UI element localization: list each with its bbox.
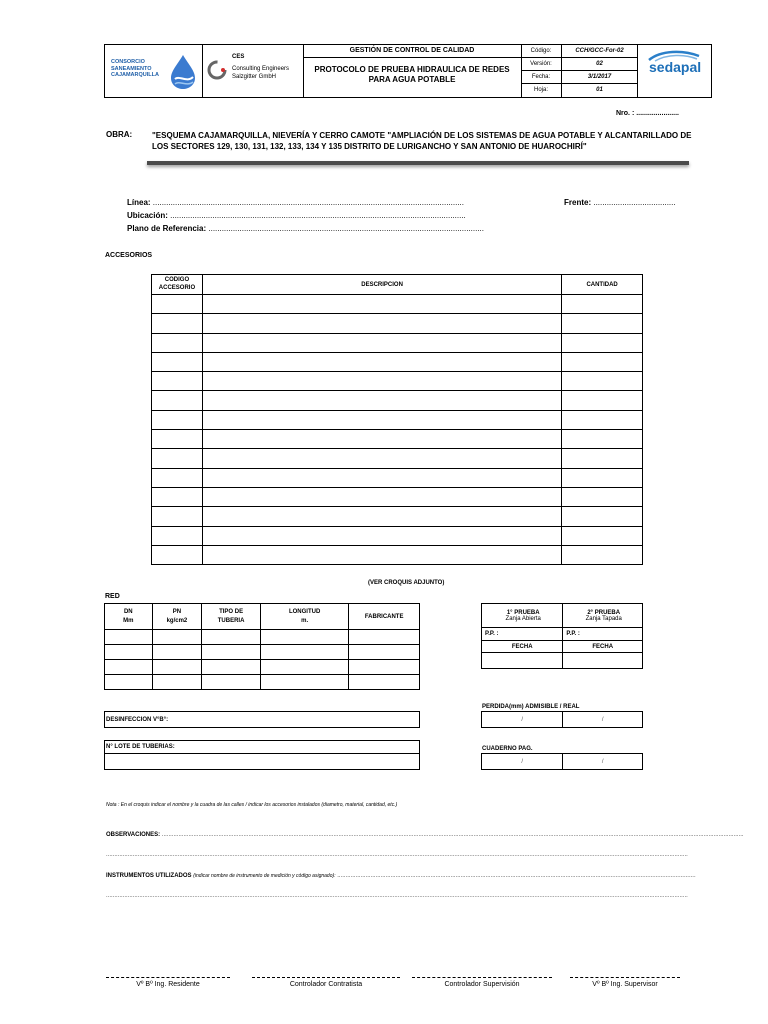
perdida-label: PERDIDA(mm) ADMISIBLE / REAL	[482, 704, 580, 710]
accesorios-cantidad-cell[interactable]	[562, 507, 643, 526]
accesorios-row	[152, 333, 643, 352]
accesorios-cantidad-cell[interactable]	[562, 410, 643, 429]
firma-contratista-line[interactable]	[252, 977, 400, 978]
accesorios-codigo-cell[interactable]	[152, 449, 203, 468]
ces-ring-icon	[206, 59, 228, 81]
quality-control-title: GESTIÓN DE CONTROL DE CALIDAD	[303, 45, 521, 58]
accesorios-codigo-cell[interactable]	[152, 545, 203, 564]
linea-field[interactable]: ............................................................................................................................................	[152, 198, 464, 207]
ces-abbr: CES	[232, 54, 245, 60]
col-pn: PN kg/cm2	[152, 604, 202, 630]
code-label: Código:	[521, 45, 561, 58]
red-fabricante-cell[interactable]	[349, 645, 420, 660]
date-label: Fecha:	[521, 71, 561, 84]
red-dn-cell[interactable]	[105, 645, 153, 660]
version-label: Versión:	[521, 58, 561, 71]
ver-croquis-note: (VER CROQUIS ADJUNTO)	[368, 580, 445, 586]
red-pn-cell[interactable]	[152, 645, 202, 660]
red-tipo-cell[interactable]	[202, 645, 261, 660]
col-cantidad: CANTIDAD	[562, 275, 643, 295]
prueba-1-cell	[482, 604, 563, 628]
accesorios-cantidad-cell[interactable]	[562, 295, 643, 314]
col-tipo-tuberia: TIPO DE TUBERIA	[202, 604, 261, 630]
firma-residente-label: Vº Bº Ing. Residente	[136, 981, 200, 988]
prueba-1-title: 1° PRUEBA	[506, 609, 540, 616]
firma-contratista	[252, 977, 400, 988]
accesorios-codigo-cell[interactable]	[152, 314, 203, 333]
red-tipo-cell[interactable]	[202, 675, 261, 690]
accesorios-descripcion-cell[interactable]	[202, 352, 561, 371]
accesorios-header-row	[152, 275, 643, 295]
pruebas-table	[481, 603, 643, 669]
prueba-2-fecha-label: FECHA	[563, 641, 643, 653]
observaciones-label: OBSERVACIONES:	[106, 832, 161, 838]
red-longitud-cell[interactable]	[260, 675, 348, 690]
red-title: RED	[105, 593, 120, 600]
red-row	[105, 645, 420, 660]
perdida-prueba-1[interactable]: /	[482, 712, 563, 728]
firma-residente-line[interactable]	[106, 977, 230, 978]
plano-field[interactable]: ............................................................................................................................	[208, 224, 484, 233]
prueba-2-sub: Zanja Tapada	[585, 615, 622, 622]
accesorios-row	[152, 430, 643, 449]
accesorios-row	[152, 372, 643, 391]
cuaderno-prueba-1[interactable]: /	[482, 754, 563, 770]
firma-supervisor-line[interactable]	[570, 977, 680, 978]
accesorios-title: ACCESORIOS	[105, 252, 153, 259]
firma-supervisor	[570, 977, 680, 988]
accesorios-codigo-cell[interactable]	[152, 507, 203, 526]
sedapal-logo	[637, 45, 711, 97]
firma-contratista-label: Controlador Contratista	[289, 981, 363, 988]
perdida-table	[481, 711, 643, 728]
prueba-2-cell	[563, 604, 643, 628]
prueba-2-fecha-value[interactable]	[563, 653, 643, 669]
accesorios-descripcion-cell[interactable]	[202, 295, 561, 314]
cuaderno-prueba-2[interactable]: /	[563, 754, 643, 770]
accesorios-cantidad-cell[interactable]	[562, 430, 643, 449]
instrumentos-hint: (indicar nombre de instrumento de medición y código asignado):	[193, 873, 336, 879]
firma-residente	[106, 977, 230, 988]
accesorios-cantidad-cell[interactable]	[562, 487, 643, 506]
red-table	[104, 603, 420, 690]
red-tipo-cell[interactable]	[202, 660, 261, 675]
ubicacion-label: Ubicación:	[127, 211, 168, 220]
red-row	[105, 675, 420, 690]
accesorios-codigo-cell[interactable]	[152, 295, 203, 314]
col-longitud: LONGITUD m.	[260, 604, 348, 630]
cuaderno-label: CUADERNO PAG.	[482, 746, 533, 752]
prueba-2-pp[interactable]: P.P. :	[563, 628, 643, 641]
col-dn: DN Mm	[105, 604, 153, 630]
red-row	[105, 630, 420, 645]
accesorios-row	[152, 487, 643, 506]
accesorios-descripcion-cell[interactable]	[202, 391, 561, 410]
header-box	[104, 44, 712, 98]
red-dn-cell[interactable]	[105, 630, 153, 645]
accesorios-codigo-cell[interactable]	[152, 468, 203, 487]
obra-label: OBRA:	[106, 130, 133, 139]
accesorios-descripcion-cell[interactable]	[202, 430, 561, 449]
red-longitud-cell[interactable]	[260, 645, 348, 660]
red-dn-cell[interactable]	[105, 660, 153, 675]
separator-line	[147, 161, 689, 165]
water-drop-icon	[167, 53, 199, 91]
firma-supervision-label: Controlador Supervisión	[444, 981, 520, 988]
accesorios-row	[152, 449, 643, 468]
accesorios-descripcion-cell[interactable]	[202, 410, 561, 429]
accesorios-descripcion-cell[interactable]	[202, 545, 561, 564]
consortium-logo-line1: CONSORCIO	[111, 59, 145, 65]
consortium-logo	[105, 45, 203, 97]
consortium-logo-line2: SANEAMIENTO	[111, 65, 152, 72]
accesorios-codigo-cell[interactable]	[152, 430, 203, 449]
red-fabricante-cell[interactable]	[349, 660, 420, 675]
firma-supervision-line[interactable]	[412, 977, 552, 978]
prueba-1-sub: Zanja Abierta	[505, 615, 541, 622]
observaciones-field-2[interactable]: .............................................................................................................................................................................................................................................................................................................................................................	[106, 852, 688, 858]
ces-line2: Salzgitter GmbH	[232, 74, 277, 80]
accesorios-row	[152, 526, 643, 545]
sedapal-text: sedapal	[649, 59, 702, 75]
nota-text: Nota : En el croquis indicar el nombre y la cuadra de las calles / indicar los accesorios instalados (diametro, material, cantidad, etc.)	[106, 802, 398, 808]
frente-label: Frente:	[564, 198, 592, 207]
accesorios-cantidad-cell[interactable]	[562, 468, 643, 487]
instrumentos-field-2[interactable]: .............................................................................................................................................................................................................................................................................................................................................................	[106, 893, 688, 899]
plano-label: Plano de Referencia:	[127, 224, 207, 233]
lote-label: N° LOTE DE TUBERIAS:	[105, 741, 420, 754]
accesorios-descripcion-cell[interactable]	[202, 526, 561, 545]
accesorios-descripcion-cell[interactable]	[202, 507, 561, 526]
sheet-label: Hoja:	[533, 87, 548, 93]
accesorios-descripcion-cell[interactable]	[202, 487, 561, 506]
firma-supervision	[412, 977, 552, 988]
red-longitud-cell[interactable]	[260, 660, 348, 675]
red-longitud-cell[interactable]	[260, 630, 348, 645]
accesorios-row	[152, 545, 643, 564]
red-pn-cell[interactable]	[152, 675, 202, 690]
accesorios-descripcion-cell[interactable]	[202, 333, 561, 352]
perdida-prueba-2[interactable]: /	[563, 712, 643, 728]
accesorios-codigo-cell[interactable]	[152, 333, 203, 352]
instrumentos-label: INSTRUMENTOS UTILIZADOS	[106, 873, 192, 879]
accesorios-row	[152, 314, 643, 333]
observaciones-field-1[interactable]: .............................................................................................................................................................................................................................................................................................................................................................	[161, 832, 744, 838]
red-header-row	[105, 604, 420, 630]
accesorios-cantidad-cell[interactable]	[562, 372, 643, 391]
prueba-1-fecha-label: FECHA	[482, 641, 563, 653]
red-fabricante-cell[interactable]	[349, 630, 420, 645]
red-pn-cell[interactable]	[152, 630, 202, 645]
accesorios-descripcion-cell[interactable]	[202, 468, 561, 487]
accesorios-row	[152, 410, 643, 429]
accesorios-cantidad-cell[interactable]	[562, 526, 643, 545]
accesorios-cantidad-cell[interactable]	[562, 333, 643, 352]
desinfeccion-field[interactable]: DESINFECCION V°B°:	[105, 712, 420, 728]
prueba-1-pp[interactable]: P.P. :	[482, 628, 563, 641]
red-fabricante-cell[interactable]	[349, 675, 420, 690]
accesorios-descripcion-cell[interactable]	[202, 449, 561, 468]
accesorios-cantidad-cell[interactable]	[562, 449, 643, 468]
version-value: 02	[562, 58, 637, 71]
prueba-2-title: 2° PRUEBA	[587, 609, 621, 616]
accesorios-row	[152, 391, 643, 410]
accesorios-cantidad-cell[interactable]	[562, 314, 643, 333]
cuaderno-table	[481, 753, 643, 770]
red-dn-cell[interactable]	[105, 675, 153, 690]
ces-line1: Consulting Engineers	[232, 66, 290, 72]
lote-table	[104, 740, 420, 770]
accesorios-codigo-cell[interactable]	[152, 372, 203, 391]
lote-field[interactable]	[105, 754, 420, 770]
accesorios-row	[152, 468, 643, 487]
col-codigo-accesorio: CODIGO ACCESORIO	[152, 275, 203, 295]
col-descripcion: DESCRIPCION	[202, 275, 561, 295]
date-value: 3/1/2017	[562, 71, 637, 84]
code-value: CCH/GCC-For-02	[562, 45, 637, 58]
accesorios-codigo-cell[interactable]	[152, 352, 203, 371]
red-tipo-cell[interactable]	[202, 630, 261, 645]
accesorios-cantidad-cell[interactable]	[562, 391, 643, 410]
accesorios-table	[151, 274, 643, 565]
accesorios-descripcion-cell[interactable]	[202, 314, 561, 333]
accesorios-row	[152, 507, 643, 526]
accesorios-descripcion-cell[interactable]	[202, 372, 561, 391]
consortium-logo-line3: CAJAMARQUILLA	[111, 72, 159, 79]
form-number: Nro. : ......................	[616, 110, 680, 117]
linea-label: Línea:	[127, 198, 151, 207]
protocol-title: PROTOCOLO DE PRUEBA HIDRAULICA DE REDES PARA AGUA POTABLE	[314, 65, 510, 84]
accesorios-row	[152, 295, 643, 314]
accesorios-row	[152, 352, 643, 371]
accesorios-cantidad-cell[interactable]	[562, 545, 643, 564]
firma-supervisor-label: Vº Bº Ing. Supervisor	[592, 981, 658, 988]
accesorios-codigo-cell[interactable]	[152, 410, 203, 429]
frente-field[interactable]: .....................................	[593, 198, 676, 207]
sheet-value: 01	[596, 87, 603, 93]
accesorios-codigo-cell[interactable]	[152, 391, 203, 410]
red-pn-cell[interactable]	[152, 660, 202, 675]
ubicacion-field[interactable]: .....................................................................................................................................	[170, 211, 466, 220]
desinfeccion-table	[104, 711, 420, 728]
prueba-1-fecha-value[interactable]	[482, 653, 563, 669]
red-row	[105, 660, 420, 675]
obra-text: "ESQUEMA CAJAMARQUILLA, NIEVERÍA Y CERRO CAMOTE "AMPLIACIÓN DE LOS SISTEMAS DE AGUA POTABLE Y ALCANTARILLADO DE LOS SECTORES 129, 130, 131, 132, 133, 134 Y 135 DISTRITO DE LURIGANCHO Y SAN ANTONIO DE HUAROCHIRÍ"	[152, 131, 692, 151]
instrumentos-field-1[interactable]: .......................................................................................................................................................................................................................	[337, 873, 696, 879]
col-fabricante: FABRICANTE	[349, 604, 420, 630]
accesorios-codigo-cell[interactable]	[152, 526, 203, 545]
ces-logo	[202, 45, 304, 97]
accesorios-cantidad-cell[interactable]	[562, 352, 643, 371]
accesorios-codigo-cell[interactable]	[152, 487, 203, 506]
